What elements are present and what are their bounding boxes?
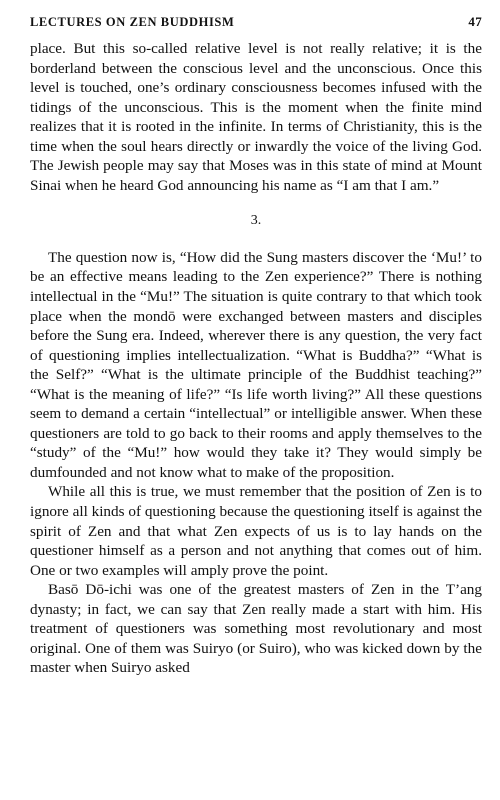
section-number: 3.: [250, 213, 262, 229]
page-number: 47: [468, 14, 482, 29]
paragraph: Basō Dō-ichi was one of the greatest masters of Zen in the T’ang dynasty; in fact, we can say that Zen really made a start with him. His treatment of questioners was something most revolutionary and most original. One of them was Suiryo (or Suiro), who was kicked down by the master when Suiryo asked: [30, 581, 482, 677]
paragraph: The question now is, “How did the Sung masters discover the ‘Mu!’ to be an effective means leading to the Zen experience?” There is nothing intellectual in the “Mu!” The situation is quite contrary to that which took place when the mondō were exchanged between masters and disciples before the Sung era. Indeed, wherever there is any question, the very fact of questioning implies intellectualization. “What is Buddha?” “What is the Self?” “What is the ultimate principle of the Buddhist teaching?” “What is the meaning of life?” “Is life worth living?” All these questions seem to demand a certain “intellectual” or intelligible answer. When these questioners are told to go back to their rooms and apply themselves to the “study” of the “Mu!” how would they take it? They would simply be dumfounded and not know what to make of the proposition.: [30, 248, 482, 481]
running-header: [30, 14, 482, 30]
paragraph: While all this is true, we must remember that the position of Zen is to ignore all kinds of questioning because the questioning itself is against the spirit of Zen and that what Zen expects of us is to lay hands on the questioner himself as a person and not anything that comes out of him. One or two examples will amply prove the point.: [30, 483, 482, 579]
book-page: [30, 14, 482, 678]
body-text: [30, 39, 482, 678]
running-title: LECTURES ON ZEN BUDDHISM: [30, 15, 235, 29]
paragraph-continued: place. But this so-called relative level is not really relative; it is the borderland between the conscious level and the unconscious. Once this level is touched, one’s ordinary consciousness becomes infused with the tidings of the unconscious. This is the moment when the finite mind realizes that it is rooted in the infinite. In terms of Christianity, this is the time when the soul hears directly or inwardly the voice of the living God. The Jewish people may say that Moses was in this state of mind at Mount Sinai when he heard God announcing his name as “I am that I am.”: [30, 40, 482, 194]
